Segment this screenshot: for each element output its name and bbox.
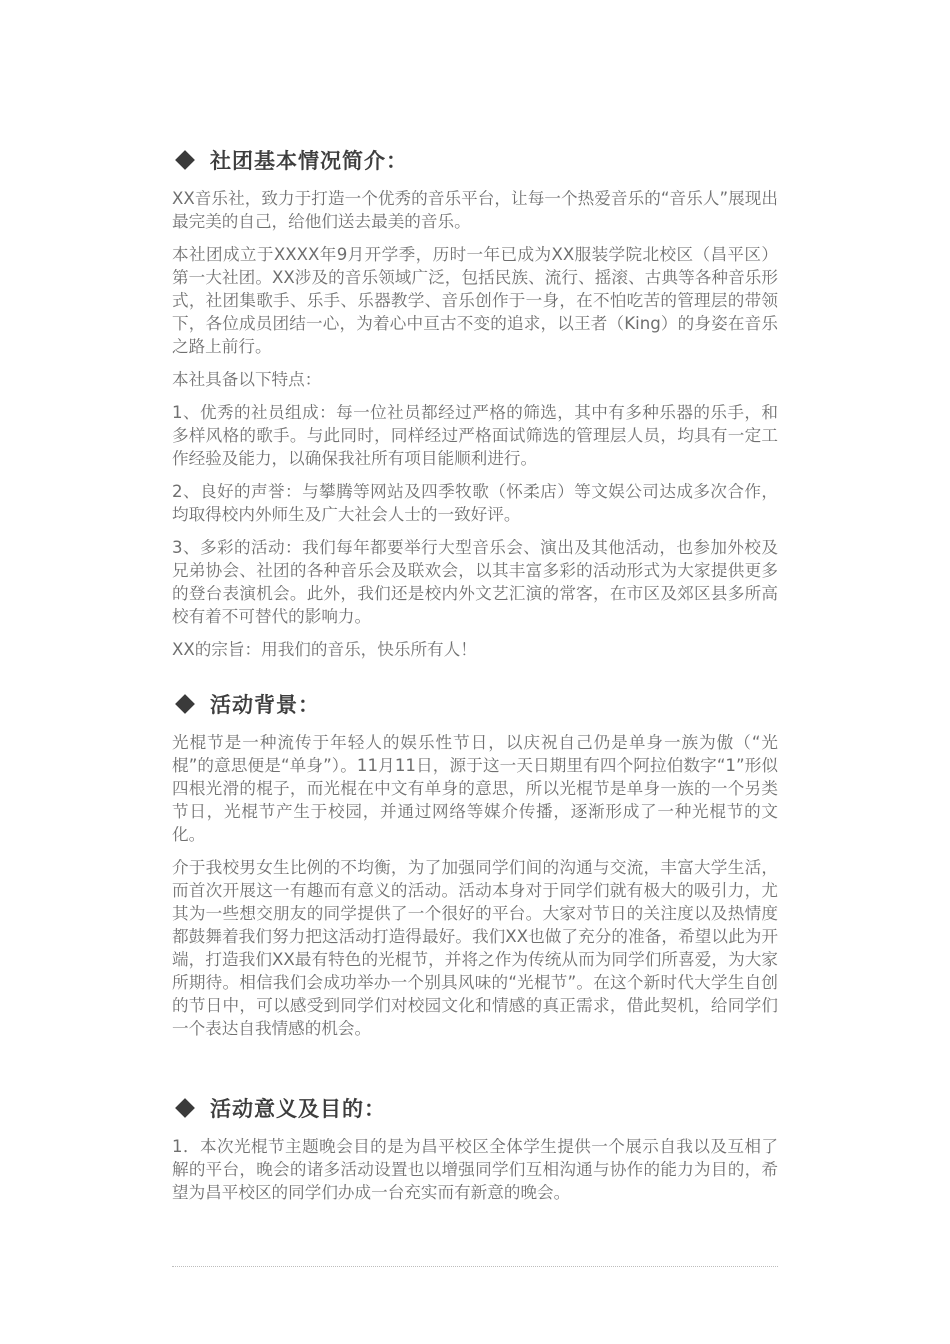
section-heading-text: 活动背景：: [210, 693, 320, 717]
diamond-bullet-icon: [175, 694, 195, 714]
section-heading: [172, 689, 778, 719]
section-heading: [172, 145, 778, 175]
section-heading-text: 活动意义及目的：: [210, 1097, 386, 1121]
paragraph: XX音乐社，致力于打造一个优秀的音乐平台，让每一个热爱音乐的“音乐人”展现出最完美的自己，给他们送去最美的音乐。: [172, 189, 778, 231]
section-club-intro: [172, 145, 778, 671]
paragraph: 介于我校男女生比例的不均衡，为了加强同学们间的沟通与交流，丰富大学生活，而首次开展这一有趣而有意义的活动。活动本身对于同学们就有极大的吸引力，尤其为一些想交朋友的同学提供了一个很好的平台。大家对节日的关注度以及热情度都鼓舞着我们努力把这活动打造得最好。我们XX也做了充分的准备，希望以此为开端，打造我们XX最有特色的光棍节，并将之作为传统从而为同学们所喜爱，为大家所期待。相信我们会成功举办一个别具风味的“光棍节”。在这个新时代大学生自创的节日中，可以感受到同学们对校园文化和情感的真正需求，借此契机，给同学们一个表达自我情感的机会。: [172, 858, 778, 1038]
paragraph: 本社团成立于XXXX年9月开学季，历时一年已成为XX服装学院北校区（昌平区）第一大社团。XX涉及的音乐领域广泛，包括民族、流行、摇滚、古典等各种音乐形式，社团集歌手、乐手、乐器教学、音乐创作于一身，在不怕吃苦的管理层的带领下，各位成员团结一心，为着心中亘古不变的追求，以王者（King）的身姿在音乐之路上前行。: [172, 245, 778, 356]
paragraph: 1、优秀的社员组成：每一位社员都经过严格的筛选，其中有多种乐器的乐手，和多样风格的歌手。与此同时，同样经过严格面试筛选的管理层人员，均具有一定工作经验及能力，以确保我社所有项目能顺利进行。: [172, 403, 778, 468]
paragraph: 3、多彩的活动：我们每年都要举行大型音乐会、演出及其他活动，也参加外校及兄弟协会、社团的各种音乐会及联欢会，以其丰富多彩的活动形式为大家提供更多的登台表演机会。此外，我们还是校内外文艺汇演的常客，在市区及郊区县多所高校有着不可替代的影响力。: [172, 538, 778, 626]
diamond-bullet-icon: [175, 150, 195, 170]
section-heading-text: 社团基本情况简介：: [210, 149, 408, 173]
paragraph: 本社具备以下特点：: [172, 370, 322, 389]
paragraph: 光棍节是一种流传于年轻人的娱乐性节日，以庆祝自己仍是单身一族为傲（“光棍”的意思便是“单身”）。11月11日，源于这一天日期里有四个阿拉伯数字“1”形似四根光滑的棍子，而光棍在中文有单身的意思，所以光棍节是单身一族的一个另类节日，光棍节产生于校园，并通过网络等媒介传播，逐渐形成了一种光棍节的文化。: [172, 733, 778, 844]
section-activity-purpose: [172, 1093, 778, 1214]
paragraph: XX的宗旨：用我们的音乐，快乐所有人！: [172, 640, 477, 659]
diamond-bullet-icon: [175, 1098, 195, 1118]
footer-divider: [172, 1266, 778, 1267]
paragraph: 1．本次光棍节主题晚会目的是为昌平校区全体学生提供一个展示自我以及互相了解的平台，晚会的诸多活动设置也以增强同学们互相沟通与协作的能力为目的，希望为昌平校区的同学们办成一台充实而有新意的晚会。: [172, 1137, 778, 1202]
section-heading: [172, 1093, 778, 1123]
paragraph: 2、良好的声誉：与攀腾等网站及四季牧歌（怀柔店）等文娱公司达成多次合作，均取得校内外师生及广大社会人士的一致好评。: [172, 482, 778, 524]
section-activity-background: [172, 689, 778, 1050]
